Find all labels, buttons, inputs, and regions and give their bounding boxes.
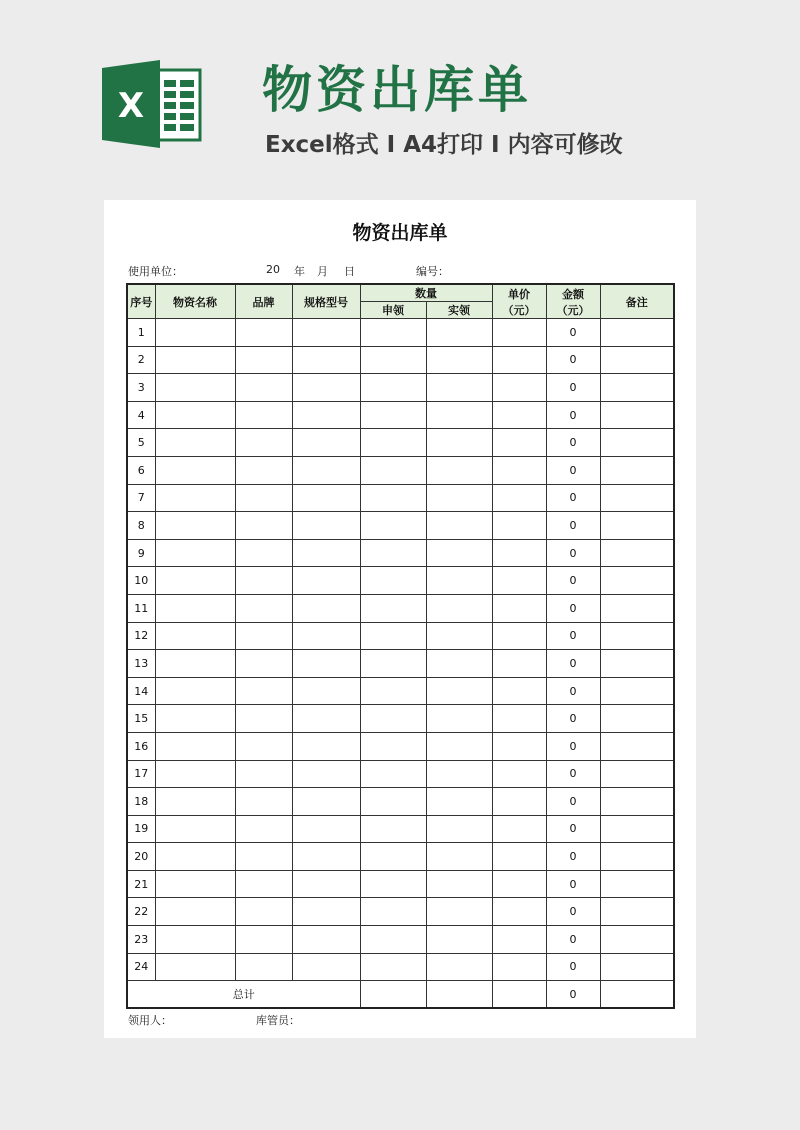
table-row bbox=[127, 926, 674, 954]
cell-remark[interactable] bbox=[600, 732, 674, 760]
header-name: 物资名称 bbox=[155, 284, 235, 319]
cell-qty-actual[interactable] bbox=[426, 567, 492, 595]
cell-amount: 0 bbox=[546, 401, 600, 429]
cell-qty-apply[interactable] bbox=[360, 705, 426, 733]
total-amount: 0 bbox=[546, 981, 600, 1008]
cell-seq: 5 bbox=[127, 429, 155, 457]
cell-qty-apply[interactable] bbox=[360, 319, 426, 347]
cell-price[interactable] bbox=[492, 760, 546, 788]
cell-seq: 6 bbox=[127, 456, 155, 484]
cell-seq: 3 bbox=[127, 374, 155, 402]
cell-name[interactable] bbox=[155, 484, 235, 512]
cell-name[interactable] bbox=[155, 429, 235, 457]
cell-price[interactable] bbox=[492, 594, 546, 622]
cell-qty-apply[interactable] bbox=[360, 622, 426, 650]
cell-name[interactable] bbox=[155, 512, 235, 540]
header-brand: 品牌 bbox=[235, 284, 292, 319]
cell-price[interactable] bbox=[492, 677, 546, 705]
header-price-unit: （元） bbox=[502, 303, 536, 317]
cell-remark[interactable] bbox=[600, 374, 674, 402]
cell-name[interactable] bbox=[155, 539, 235, 567]
header-spec: 规格型号 bbox=[292, 284, 360, 319]
cell-brand[interactable] bbox=[235, 429, 292, 457]
cell-brand[interactable] bbox=[235, 594, 292, 622]
cell-amount: 0 bbox=[546, 760, 600, 788]
table-row bbox=[127, 732, 674, 760]
cell-price[interactable] bbox=[492, 898, 546, 926]
table-row bbox=[127, 539, 674, 567]
table-row bbox=[127, 843, 674, 871]
logo-letter: X bbox=[117, 86, 145, 126]
cell-remark[interactable] bbox=[600, 456, 674, 484]
cell-amount: 0 bbox=[546, 429, 600, 457]
total-qty-apply-cell[interactable] bbox=[360, 981, 426, 1008]
cell-qty-actual[interactable] bbox=[426, 788, 492, 816]
cell-brand[interactable] bbox=[235, 732, 292, 760]
cell-remark[interactable] bbox=[600, 898, 674, 926]
table-row bbox=[127, 898, 674, 926]
cell-remark[interactable] bbox=[600, 484, 674, 512]
cell-qty-actual[interactable] bbox=[426, 732, 492, 760]
cell-remark[interactable] bbox=[600, 705, 674, 733]
unit-label: 使用单位： bbox=[128, 265, 183, 278]
cell-price[interactable] bbox=[492, 953, 546, 981]
cell-brand[interactable] bbox=[235, 539, 292, 567]
cell-spec[interactable] bbox=[292, 484, 360, 512]
cell-qty-apply[interactable] bbox=[360, 870, 426, 898]
cell-qty-actual[interactable] bbox=[426, 843, 492, 871]
day-label: 日 bbox=[344, 265, 355, 278]
cell-brand[interactable] bbox=[235, 870, 292, 898]
cell-brand[interactable] bbox=[235, 926, 292, 954]
cell-name[interactable] bbox=[155, 594, 235, 622]
cell-qty-actual[interactable] bbox=[426, 346, 492, 374]
cell-name[interactable] bbox=[155, 705, 235, 733]
header-price bbox=[492, 284, 546, 319]
cell-qty-apply[interactable] bbox=[360, 512, 426, 540]
cell-seq: 14 bbox=[127, 677, 155, 705]
cell-remark[interactable] bbox=[600, 622, 674, 650]
cell-remark[interactable] bbox=[600, 843, 674, 871]
header-remark: 备注 bbox=[600, 284, 674, 319]
cell-qty-apply[interactable] bbox=[360, 650, 426, 678]
cell-qty-actual[interactable] bbox=[426, 953, 492, 981]
cell-name[interactable] bbox=[155, 898, 235, 926]
cell-amount: 0 bbox=[546, 567, 600, 595]
cell-seq: 8 bbox=[127, 512, 155, 540]
cell-amount: 0 bbox=[546, 512, 600, 540]
year-label: 年 bbox=[294, 265, 305, 278]
cell-qty-apply[interactable] bbox=[360, 401, 426, 429]
total-remark-cell[interactable] bbox=[600, 981, 674, 1008]
cell-price[interactable] bbox=[492, 732, 546, 760]
cell-qty-actual[interactable] bbox=[426, 456, 492, 484]
keeper-label: 库管员： bbox=[256, 1014, 300, 1027]
total-label: 总计 bbox=[127, 981, 360, 1008]
cell-brand[interactable] bbox=[235, 319, 292, 347]
cell-qty-apply[interactable] bbox=[360, 567, 426, 595]
cell-amount: 0 bbox=[546, 815, 600, 843]
date-prefix: 20 bbox=[266, 263, 280, 276]
cell-remark[interactable] bbox=[600, 512, 674, 540]
cell-name[interactable] bbox=[155, 953, 235, 981]
cell-remark[interactable] bbox=[600, 650, 674, 678]
header-qty-actual: 实领 bbox=[426, 302, 492, 319]
cell-seq: 19 bbox=[127, 815, 155, 843]
table-row bbox=[127, 677, 674, 705]
cell-name[interactable] bbox=[155, 732, 235, 760]
cell-amount: 0 bbox=[546, 788, 600, 816]
banner-title: 物资出库单 bbox=[262, 61, 532, 119]
cell-spec[interactable] bbox=[292, 953, 360, 981]
cell-brand[interactable] bbox=[235, 512, 292, 540]
cell-qty-actual[interactable] bbox=[426, 760, 492, 788]
cell-seq: 11 bbox=[127, 594, 155, 622]
cell-price[interactable] bbox=[492, 843, 546, 871]
cell-seq: 20 bbox=[127, 843, 155, 871]
cell-amount: 0 bbox=[546, 953, 600, 981]
cell-qty-apply[interactable] bbox=[360, 429, 426, 457]
cell-seq: 16 bbox=[127, 732, 155, 760]
cell-spec[interactable] bbox=[292, 429, 360, 457]
table-row bbox=[127, 953, 674, 981]
cell-qty-apply[interactable] bbox=[360, 926, 426, 954]
cell-seq: 15 bbox=[127, 705, 155, 733]
cell-name[interactable] bbox=[155, 788, 235, 816]
cell-qty-apply[interactable] bbox=[360, 346, 426, 374]
header-qty-apply: 申领 bbox=[360, 302, 426, 319]
table-row bbox=[127, 705, 674, 733]
cell-spec[interactable] bbox=[292, 898, 360, 926]
table-row bbox=[127, 512, 674, 540]
table-row bbox=[127, 346, 674, 374]
table-row bbox=[127, 760, 674, 788]
cell-qty-actual[interactable] bbox=[426, 429, 492, 457]
total-row bbox=[127, 981, 674, 1008]
cell-brand[interactable] bbox=[235, 760, 292, 788]
cell-name[interactable] bbox=[155, 760, 235, 788]
table-row bbox=[127, 401, 674, 429]
cell-name[interactable] bbox=[155, 374, 235, 402]
cell-qty-actual[interactable] bbox=[426, 594, 492, 622]
cell-qty-actual[interactable] bbox=[426, 815, 492, 843]
cell-spec[interactable] bbox=[292, 843, 360, 871]
header-amount-label: 金额 bbox=[562, 287, 584, 301]
cell-price[interactable] bbox=[492, 815, 546, 843]
cell-price[interactable] bbox=[492, 788, 546, 816]
cell-name[interactable] bbox=[155, 319, 235, 347]
cell-seq: 24 bbox=[127, 953, 155, 981]
cell-amount: 0 bbox=[546, 650, 600, 678]
cell-qty-actual[interactable] bbox=[426, 898, 492, 926]
cell-remark[interactable] bbox=[600, 760, 674, 788]
cell-brand[interactable] bbox=[235, 456, 292, 484]
cell-seq: 18 bbox=[127, 788, 155, 816]
cell-price[interactable] bbox=[492, 484, 546, 512]
cell-qty-apply[interactable] bbox=[360, 594, 426, 622]
cell-price[interactable] bbox=[492, 401, 546, 429]
cell-seq: 21 bbox=[127, 870, 155, 898]
cell-spec[interactable] bbox=[292, 705, 360, 733]
cell-price[interactable] bbox=[492, 374, 546, 402]
cell-qty-actual[interactable] bbox=[426, 401, 492, 429]
cell-brand[interactable] bbox=[235, 953, 292, 981]
table-body bbox=[127, 319, 674, 981]
banner bbox=[0, 0, 800, 200]
cell-remark[interactable] bbox=[600, 788, 674, 816]
cell-qty-actual[interactable] bbox=[426, 512, 492, 540]
cell-spec[interactable] bbox=[292, 539, 360, 567]
table-row bbox=[127, 319, 674, 347]
cell-amount: 0 bbox=[546, 484, 600, 512]
cell-spec[interactable] bbox=[292, 760, 360, 788]
cell-name[interactable] bbox=[155, 456, 235, 484]
table-row bbox=[127, 815, 674, 843]
cell-name[interactable] bbox=[155, 677, 235, 705]
cell-qty-apply[interactable] bbox=[360, 456, 426, 484]
number-label: 编号： bbox=[416, 265, 449, 278]
cell-amount: 0 bbox=[546, 319, 600, 347]
cell-spec[interactable] bbox=[292, 374, 360, 402]
cell-price[interactable] bbox=[492, 429, 546, 457]
cell-seq: 9 bbox=[127, 539, 155, 567]
cell-spec[interactable] bbox=[292, 677, 360, 705]
cell-qty-apply[interactable] bbox=[360, 374, 426, 402]
document-title: 物资出库单 bbox=[352, 222, 448, 244]
cell-spec[interactable] bbox=[292, 926, 360, 954]
cell-remark[interactable] bbox=[600, 953, 674, 981]
cell-qty-actual[interactable] bbox=[426, 870, 492, 898]
cell-spec[interactable] bbox=[292, 732, 360, 760]
header-amount-unit: （元） bbox=[556, 303, 590, 317]
cell-price[interactable] bbox=[492, 870, 546, 898]
outbound-table bbox=[126, 283, 675, 1009]
cell-name[interactable] bbox=[155, 346, 235, 374]
cell-remark[interactable] bbox=[600, 401, 674, 429]
header-price-label: 单价 bbox=[508, 287, 530, 301]
header-seq: 序号 bbox=[127, 284, 155, 319]
cell-price[interactable] bbox=[492, 622, 546, 650]
cell-qty-apply[interactable] bbox=[360, 898, 426, 926]
cell-brand[interactable] bbox=[235, 815, 292, 843]
cell-amount: 0 bbox=[546, 870, 600, 898]
cell-remark[interactable] bbox=[600, 926, 674, 954]
cell-name[interactable] bbox=[155, 926, 235, 954]
table-row bbox=[127, 622, 674, 650]
cell-brand[interactable] bbox=[235, 705, 292, 733]
cell-spec[interactable] bbox=[292, 319, 360, 347]
cell-brand[interactable] bbox=[235, 650, 292, 678]
cell-seq: 22 bbox=[127, 898, 155, 926]
cell-name[interactable] bbox=[155, 401, 235, 429]
cell-amount: 0 bbox=[546, 539, 600, 567]
cell-remark[interactable] bbox=[600, 870, 674, 898]
cell-remark[interactable] bbox=[600, 594, 674, 622]
cell-brand[interactable] bbox=[235, 567, 292, 595]
cell-seq: 2 bbox=[127, 346, 155, 374]
cell-spec[interactable] bbox=[292, 346, 360, 374]
cell-spec[interactable] bbox=[292, 456, 360, 484]
cell-qty-actual[interactable] bbox=[426, 677, 492, 705]
cell-qty-actual[interactable] bbox=[426, 705, 492, 733]
cell-amount: 0 bbox=[546, 898, 600, 926]
cell-seq: 12 bbox=[127, 622, 155, 650]
month-label: 月 bbox=[317, 265, 328, 278]
cell-brand[interactable] bbox=[235, 898, 292, 926]
cell-seq: 7 bbox=[127, 484, 155, 512]
cell-seq: 13 bbox=[127, 650, 155, 678]
cell-qty-actual[interactable] bbox=[426, 650, 492, 678]
cell-amount: 0 bbox=[546, 843, 600, 871]
cell-seq: 1 bbox=[127, 319, 155, 347]
cell-seq: 4 bbox=[127, 401, 155, 429]
cell-seq: 10 bbox=[127, 567, 155, 595]
cell-qty-actual[interactable] bbox=[426, 539, 492, 567]
table-row bbox=[127, 594, 674, 622]
cell-spec[interactable] bbox=[292, 650, 360, 678]
cell-spec[interactable] bbox=[292, 788, 360, 816]
cell-amount: 0 bbox=[546, 346, 600, 374]
cell-remark[interactable] bbox=[600, 567, 674, 595]
excel-logo-icon bbox=[102, 60, 204, 148]
document-page bbox=[104, 200, 696, 1038]
cell-price[interactable] bbox=[492, 512, 546, 540]
cell-price[interactable] bbox=[492, 319, 546, 347]
cell-remark[interactable] bbox=[600, 346, 674, 374]
cell-brand[interactable] bbox=[235, 677, 292, 705]
cell-qty-actual[interactable] bbox=[426, 319, 492, 347]
cell-remark[interactable] bbox=[600, 815, 674, 843]
table-row bbox=[127, 870, 674, 898]
header-qty: 数量 bbox=[360, 284, 492, 302]
cell-amount: 0 bbox=[546, 732, 600, 760]
cell-qty-apply[interactable] bbox=[360, 953, 426, 981]
cell-qty-apply[interactable] bbox=[360, 484, 426, 512]
cell-price[interactable] bbox=[492, 456, 546, 484]
cell-qty-apply[interactable] bbox=[360, 760, 426, 788]
table-row bbox=[127, 429, 674, 457]
total-qty-actual-cell[interactable] bbox=[426, 981, 492, 1008]
cell-price[interactable] bbox=[492, 926, 546, 954]
cell-brand[interactable] bbox=[235, 788, 292, 816]
cell-qty-apply[interactable] bbox=[360, 732, 426, 760]
cell-brand[interactable] bbox=[235, 374, 292, 402]
cell-spec[interactable] bbox=[292, 512, 360, 540]
cell-remark[interactable] bbox=[600, 429, 674, 457]
cell-qty-apply[interactable] bbox=[360, 539, 426, 567]
cell-amount: 0 bbox=[546, 594, 600, 622]
cell-brand[interactable] bbox=[235, 622, 292, 650]
cell-remark[interactable] bbox=[600, 677, 674, 705]
cell-spec[interactable] bbox=[292, 401, 360, 429]
cell-qty-apply[interactable] bbox=[360, 843, 426, 871]
cell-qty-actual[interactable] bbox=[426, 484, 492, 512]
cell-price[interactable] bbox=[492, 705, 546, 733]
cell-brand[interactable] bbox=[235, 401, 292, 429]
table-row bbox=[127, 788, 674, 816]
cell-brand[interactable] bbox=[235, 346, 292, 374]
cell-price[interactable] bbox=[492, 567, 546, 595]
cell-amount: 0 bbox=[546, 622, 600, 650]
cell-amount: 0 bbox=[546, 456, 600, 484]
table-row bbox=[127, 567, 674, 595]
cell-brand[interactable] bbox=[235, 843, 292, 871]
cell-name[interactable] bbox=[155, 567, 235, 595]
table-row bbox=[127, 484, 674, 512]
header-amount bbox=[546, 284, 600, 319]
receiver-label: 领用人： bbox=[128, 1014, 172, 1027]
cell-name[interactable] bbox=[155, 870, 235, 898]
cell-amount: 0 bbox=[546, 677, 600, 705]
cell-price[interactable] bbox=[492, 346, 546, 374]
cell-seq: 23 bbox=[127, 926, 155, 954]
table-row bbox=[127, 374, 674, 402]
cell-name[interactable] bbox=[155, 622, 235, 650]
cell-remark[interactable] bbox=[600, 319, 674, 347]
cell-qty-apply[interactable] bbox=[360, 677, 426, 705]
cell-qty-actual[interactable] bbox=[426, 622, 492, 650]
cell-qty-apply[interactable] bbox=[360, 815, 426, 843]
cell-qty-actual[interactable] bbox=[426, 374, 492, 402]
cell-spec[interactable] bbox=[292, 622, 360, 650]
banner-subtitle: Excel格式 I A4打印 I 内容可修改 bbox=[265, 132, 623, 158]
cell-spec[interactable] bbox=[292, 815, 360, 843]
table-row bbox=[127, 650, 674, 678]
cell-price[interactable] bbox=[492, 539, 546, 567]
cell-spec[interactable] bbox=[292, 870, 360, 898]
table-row bbox=[127, 456, 674, 484]
cell-name[interactable] bbox=[155, 650, 235, 678]
cell-seq: 17 bbox=[127, 760, 155, 788]
cell-amount: 0 bbox=[546, 705, 600, 733]
cell-amount: 0 bbox=[546, 374, 600, 402]
cell-name[interactable] bbox=[155, 815, 235, 843]
cell-price[interactable] bbox=[492, 650, 546, 678]
cell-qty-actual[interactable] bbox=[426, 926, 492, 954]
cell-amount: 0 bbox=[546, 926, 600, 954]
cell-brand[interactable] bbox=[235, 484, 292, 512]
cell-spec[interactable] bbox=[292, 594, 360, 622]
cell-name[interactable] bbox=[155, 843, 235, 871]
cell-qty-apply[interactable] bbox=[360, 788, 426, 816]
cell-remark[interactable] bbox=[600, 539, 674, 567]
total-price-cell[interactable] bbox=[492, 981, 546, 1008]
cell-spec[interactable] bbox=[292, 567, 360, 595]
